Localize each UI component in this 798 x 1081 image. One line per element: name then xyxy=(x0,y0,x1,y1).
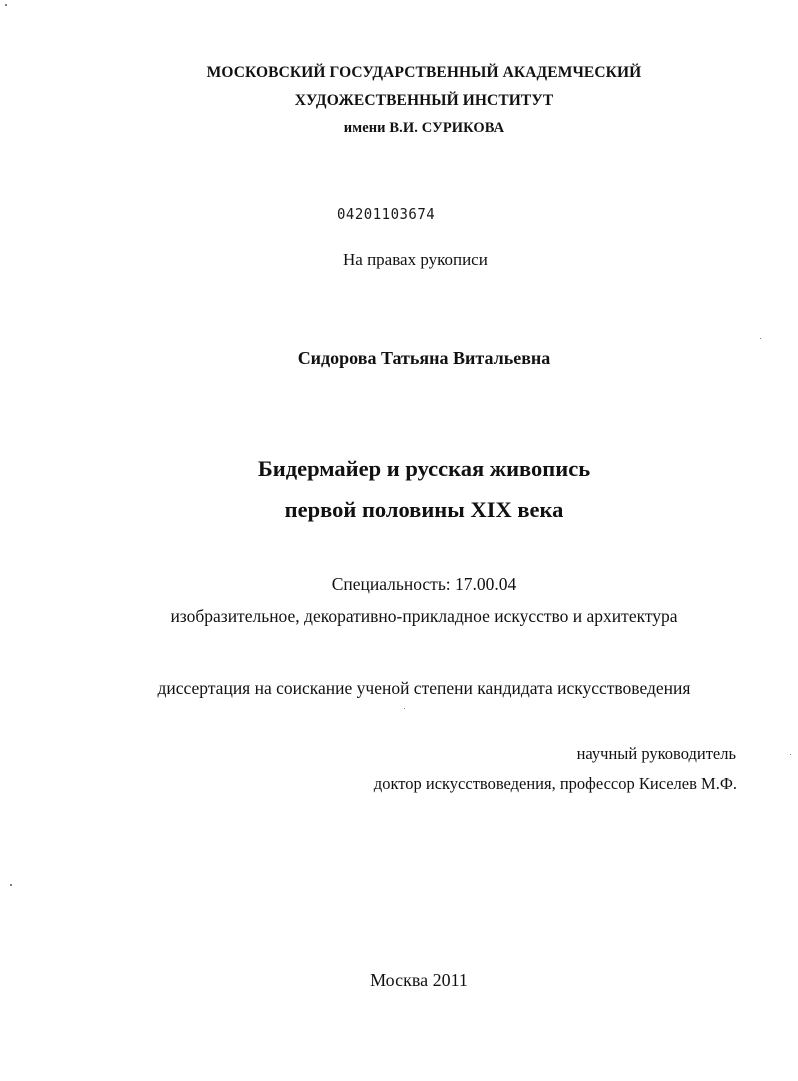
author-name: Сидорова Татьяна Витальевна xyxy=(297,348,551,368)
institution-line-1: МОСКОВСКИЙ ГОСУДАРСТВЕННЫЙ АКАДЕМЧЕСКИЙ xyxy=(206,64,642,81)
rights-note: На правах рукописи xyxy=(343,250,488,269)
specialty-code: Специальность: 17.00.04 xyxy=(331,574,517,594)
scan-speck xyxy=(760,338,761,339)
scan-speck xyxy=(404,708,405,709)
catalog-number: 04201103674 xyxy=(337,206,436,224)
institution-line-2: ХУДОЖЕСТВЕННЫЙ ИНСТИТУТ xyxy=(294,92,554,109)
scan-speck xyxy=(790,754,791,755)
supervisor-role: научный руководитель xyxy=(576,744,736,763)
place-year: Москва 2011 xyxy=(370,970,468,990)
institution-line-3: имени В.И. СУРИКОВА xyxy=(343,120,505,136)
specialty-field: изобразительное, декоративно-прикладное искусство и архитектура xyxy=(170,606,678,626)
degree-statement: диссертация на соискание ученой степени кандидата искусствоведения xyxy=(157,678,691,698)
supervisor-name: доктор искусствоведения, профессор Киселев М.Ф. xyxy=(373,774,737,793)
title-line-1: Бидермайер и русская живопись xyxy=(257,456,591,481)
scan-speck xyxy=(10,884,12,886)
title-line-2: первой половины XIX века xyxy=(284,497,564,522)
scan-speck xyxy=(5,4,7,6)
